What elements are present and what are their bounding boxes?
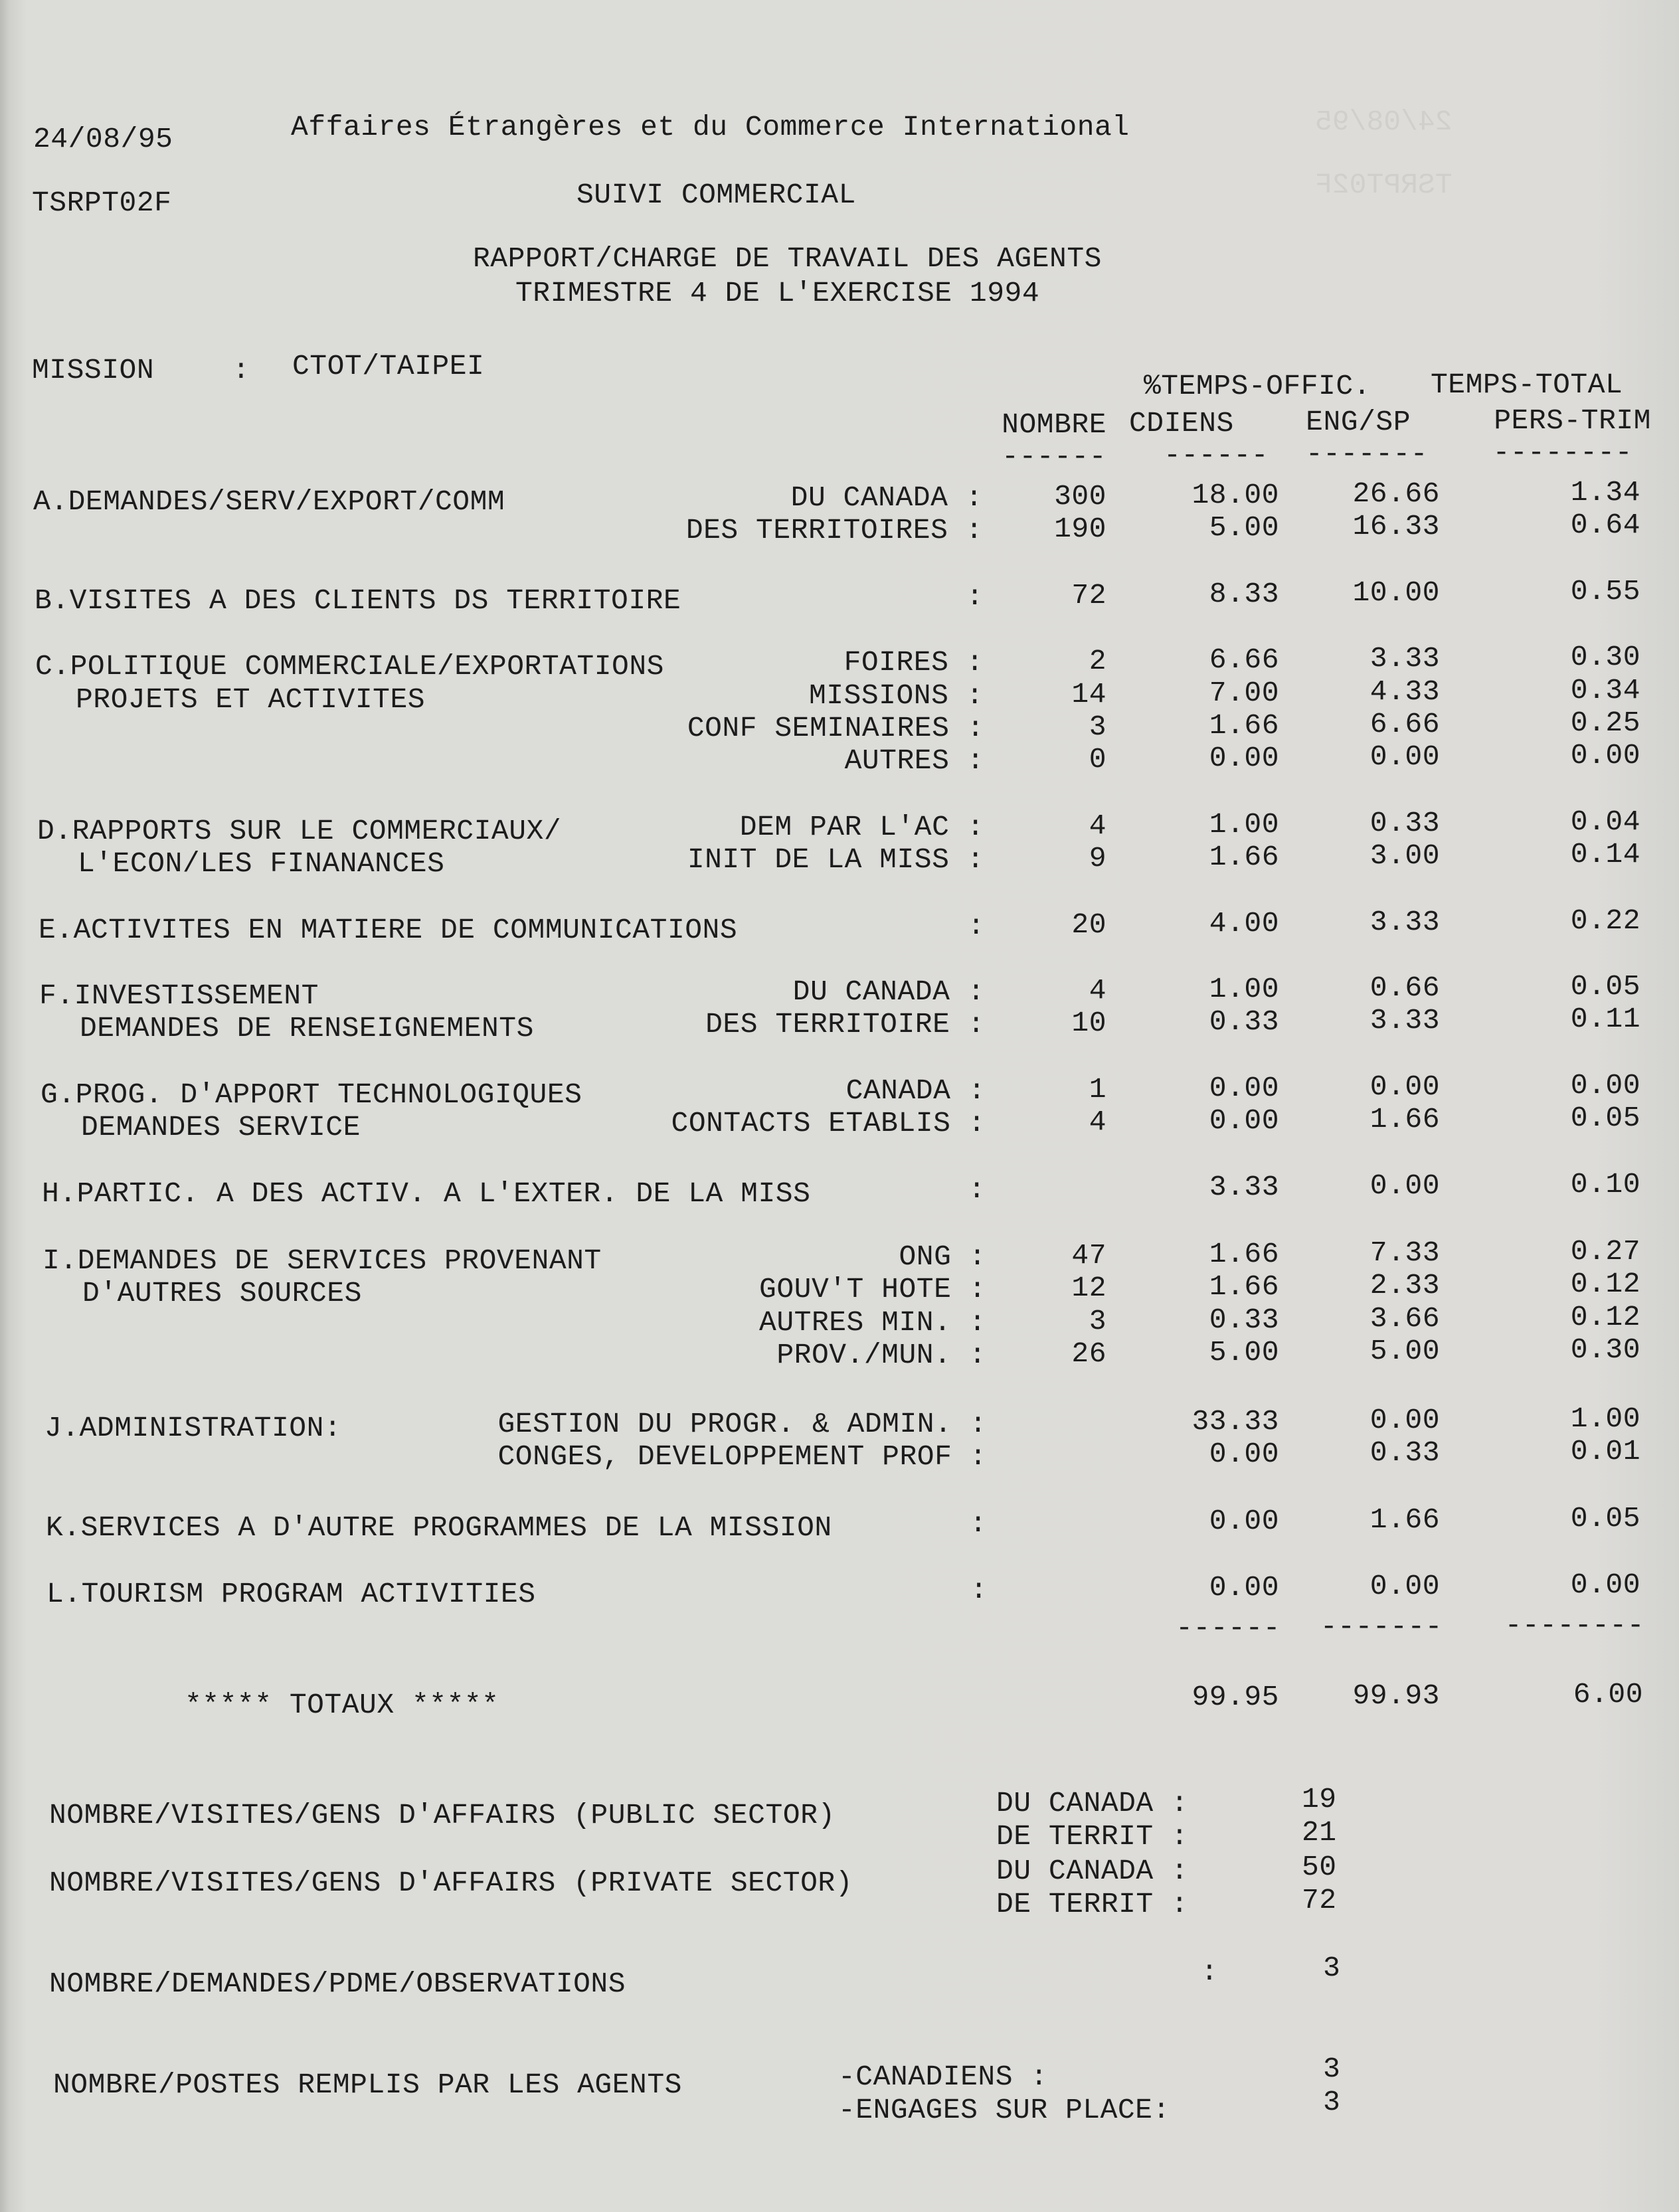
row-cdiens: 0.00 bbox=[1209, 1505, 1279, 1537]
row-cdiens: 6.66 bbox=[1209, 643, 1279, 676]
row-subcategory: : bbox=[966, 580, 984, 613]
row-cdiens: 0.00 bbox=[1209, 1104, 1279, 1137]
summary-subcategory: DE TERRIT : bbox=[996, 1820, 1189, 1853]
row-subcategory: : bbox=[969, 1507, 987, 1540]
row-nombre: 14 bbox=[1071, 678, 1106, 711]
totals-engsp: 99.93 bbox=[1352, 1679, 1440, 1712]
row-nombre: 0 bbox=[1089, 743, 1106, 776]
row-perstrim: 0.05 bbox=[1570, 1102, 1640, 1134]
row-category: J.ADMINISTRATION: bbox=[44, 1412, 342, 1444]
totals-cdiens: 99.95 bbox=[1192, 1681, 1279, 1713]
row-engsp: 0.66 bbox=[1370, 972, 1440, 1004]
row-nombre: 2 bbox=[1089, 645, 1106, 677]
row-cdiens: 7.00 bbox=[1209, 677, 1279, 709]
row-category: G.PROG. D'APPORT TECHNOLOGIQUES bbox=[41, 1078, 582, 1111]
department-name: Affaires Étrangères et du Commerce International bbox=[291, 111, 1130, 143]
row-cdiens: 3.33 bbox=[1209, 1171, 1279, 1203]
row-subcategory: : bbox=[968, 1173, 986, 1206]
summary-label: NOMBRE/DEMANDES/PDME/OBSERVATIONS bbox=[49, 1968, 626, 2000]
row-cdiens: 1.66 bbox=[1209, 841, 1279, 873]
row-perstrim: 0.00 bbox=[1570, 739, 1640, 772]
row-engsp: 0.00 bbox=[1370, 1070, 1440, 1103]
report-title-line2: TRIMESTRE 4 DE L'EXERCISE 1994 bbox=[515, 277, 1040, 309]
col-header-nombre: NOMBRE bbox=[1002, 408, 1106, 441]
row-engsp: 5.00 bbox=[1370, 1335, 1440, 1367]
row-engsp: 0.00 bbox=[1370, 740, 1440, 773]
row-category: D.RAPPORTS SUR LE COMMERCIAUX/ bbox=[37, 815, 562, 847]
row-subcategory: ONG : bbox=[899, 1240, 986, 1273]
row-engsp: 1.66 bbox=[1370, 1503, 1440, 1536]
row-engsp: 0.00 bbox=[1370, 1404, 1440, 1436]
row-category: A.DEMANDES/SERV/EXPORT/COMM bbox=[33, 485, 505, 518]
row-subcategory: INIT DE LA MISS : bbox=[687, 843, 984, 876]
row-perstrim: 0.12 bbox=[1570, 1268, 1640, 1300]
row-perstrim: 0.27 bbox=[1570, 1235, 1640, 1268]
row-cdiens: 0.00 bbox=[1209, 1571, 1279, 1604]
row-subcategory: CONGES, DEVELOPPEMENT PROF : bbox=[497, 1440, 987, 1473]
row-engsp: 4.33 bbox=[1370, 675, 1440, 708]
row-category: E.ACTIVITES EN MATIERE DE COMMUNICATIONS bbox=[39, 914, 738, 946]
summary-subcategory: DE TERRIT : bbox=[996, 1888, 1189, 1920]
row-engsp: 0.33 bbox=[1370, 1436, 1440, 1469]
row-category: L.TOURISM PROGRAM ACTIVITIES bbox=[46, 1578, 536, 1610]
row-category: DEMANDES DE RENSEIGNEMENTS bbox=[80, 1012, 534, 1045]
row-nombre: 12 bbox=[1071, 1272, 1106, 1304]
summary-label: NOMBRE/VISITES/GENS D'AFFAIRS (PRIVATE SECTOR) bbox=[49, 1867, 853, 1899]
row-subcategory: AUTRES : bbox=[844, 744, 984, 777]
row-category: K.SERVICES A D'AUTRE PROGRAMMES DE LA MISSION bbox=[46, 1511, 832, 1544]
row-category: F.INVESTISSEMENT bbox=[39, 979, 319, 1012]
row-subcategory: : bbox=[967, 910, 985, 942]
row-subcategory: DU CANADA : bbox=[790, 481, 983, 514]
row-nombre: 4 bbox=[1089, 974, 1106, 1007]
summary-value: 3 bbox=[1323, 2086, 1341, 2118]
row-perstrim: 1.34 bbox=[1570, 476, 1640, 509]
row-subcategory: AUTRES MIN. : bbox=[759, 1306, 986, 1339]
row-nombre: 72 bbox=[1071, 579, 1106, 612]
system-title: SUIVI COMMERCIAL bbox=[576, 179, 856, 211]
row-engsp: 6.66 bbox=[1370, 708, 1440, 740]
row-cdiens: 5.00 bbox=[1209, 1336, 1279, 1369]
summary-value: 3 bbox=[1323, 2053, 1341, 2085]
summary-subcategory: -ENGAGES SUR PLACE: bbox=[838, 2094, 1170, 2126]
bleed-through-header: 24/08/95 bbox=[1315, 106, 1453, 138]
col-header-perstrim: PERS-TRIM bbox=[1494, 404, 1651, 437]
row-subcategory: MISSIONS : bbox=[808, 679, 984, 712]
row-subcategory: CONTACTS ETABLIS : bbox=[671, 1107, 986, 1140]
row-category: PROJETS ET ACTIVITES bbox=[76, 683, 426, 716]
summary-label: NOMBRE/VISITES/GENS D'AFFAIRS (PUBLIC SECTOR) bbox=[49, 1799, 836, 1831]
summary-subcategory: DU CANADA : bbox=[996, 1787, 1189, 1820]
row-perstrim: 0.14 bbox=[1570, 838, 1640, 871]
row-nombre: 3 bbox=[1089, 711, 1106, 743]
row-cdiens: 1.66 bbox=[1209, 1238, 1279, 1270]
row-perstrim: 0.11 bbox=[1570, 1003, 1640, 1035]
row-nombre: 10 bbox=[1071, 1007, 1106, 1039]
row-perstrim: 0.55 bbox=[1570, 575, 1640, 608]
row-category: H.PARTIC. A DES ACTIV. A L'EXTER. DE LA MISS bbox=[42, 1177, 811, 1210]
row-nombre: 47 bbox=[1071, 1239, 1106, 1272]
report-date: 24/08/95 bbox=[33, 123, 173, 155]
totals-label: ***** TOTAUX ***** bbox=[185, 1689, 499, 1721]
row-engsp: 2.33 bbox=[1370, 1269, 1440, 1302]
row-engsp: 16.33 bbox=[1352, 510, 1440, 543]
row-category: C.POLITIQUE COMMERCIALE/EXPORTATIONS bbox=[35, 650, 664, 683]
row-nombre: 9 bbox=[1089, 842, 1106, 875]
row-perstrim: 0.22 bbox=[1570, 904, 1640, 937]
row-engsp: 10.00 bbox=[1352, 576, 1440, 609]
row-engsp: 3.00 bbox=[1370, 839, 1440, 872]
row-engsp: 3.33 bbox=[1370, 906, 1440, 938]
row-perstrim: 0.00 bbox=[1570, 1069, 1640, 1102]
row-category: D'AUTRES SOURCES bbox=[82, 1277, 362, 1310]
summary-value: 72 bbox=[1302, 1884, 1337, 1916]
report-code: TSRPT02F bbox=[32, 187, 172, 219]
row-subcategory: PROV./MUN. : bbox=[776, 1339, 986, 1371]
mission-separator: : bbox=[232, 354, 250, 386]
row-nombre: 1 bbox=[1089, 1073, 1106, 1106]
row-category: L'ECON/LES FINANANCES bbox=[78, 847, 445, 880]
row-perstrim: 0.01 bbox=[1570, 1435, 1640, 1468]
row-category: I.DEMANDES DE SERVICES PROVENANT bbox=[43, 1244, 602, 1277]
row-cdiens: 0.00 bbox=[1209, 742, 1279, 774]
row-subcategory: CONF SEMINAIRES : bbox=[687, 712, 984, 744]
row-engsp: 26.66 bbox=[1352, 477, 1440, 510]
row-engsp: 0.33 bbox=[1370, 807, 1440, 839]
summary-value: 3 bbox=[1323, 1952, 1341, 1984]
row-cdiens: 1.00 bbox=[1209, 973, 1279, 1005]
summary-label: NOMBRE/POSTES REMPLIS PAR LES AGENTS bbox=[53, 2069, 682, 2101]
row-nombre: 4 bbox=[1089, 809, 1106, 842]
row-cdiens: 8.33 bbox=[1209, 578, 1279, 610]
row-subcategory: CANADA : bbox=[845, 1074, 986, 1107]
col-group-pct-temps: %TEMPS-OFFIC. bbox=[1144, 370, 1371, 402]
row-engsp: 3.33 bbox=[1370, 1004, 1440, 1037]
row-perstrim: 0.04 bbox=[1570, 806, 1640, 838]
row-category: B.VISITES A DES CLIENTS DS TERRITOIRE bbox=[35, 584, 681, 617]
row-engsp: 7.33 bbox=[1370, 1236, 1440, 1269]
row-nombre: 4 bbox=[1089, 1106, 1106, 1138]
row-cdiens: 18.00 bbox=[1192, 479, 1279, 511]
summary-value: 21 bbox=[1302, 1816, 1337, 1849]
row-subcategory: : bbox=[970, 1574, 988, 1606]
totals-underline-engsp: ------- bbox=[1320, 1610, 1443, 1643]
summary-value: 50 bbox=[1302, 1851, 1337, 1883]
row-cdiens: 1.66 bbox=[1209, 709, 1279, 742]
row-engsp: 3.66 bbox=[1370, 1302, 1440, 1335]
col-group-temps-total: TEMPS-TOTAL bbox=[1431, 369, 1623, 401]
report-title-line1: RAPPORT/CHARGE DE TRAVAIL DES AGENTS bbox=[473, 242, 1102, 275]
row-subcategory: DES TERRITOIRES : bbox=[685, 514, 983, 547]
row-subcategory: DES TERRITOIRE : bbox=[705, 1008, 985, 1041]
row-perstrim: 0.25 bbox=[1570, 707, 1640, 739]
row-nombre: 3 bbox=[1089, 1305, 1106, 1337]
row-category: DEMANDES SERVICE bbox=[81, 1111, 361, 1144]
row-engsp: 3.33 bbox=[1370, 642, 1440, 675]
row-perstrim: 0.30 bbox=[1570, 1333, 1640, 1366]
row-cdiens: 33.33 bbox=[1192, 1405, 1279, 1438]
row-cdiens: 5.00 bbox=[1209, 511, 1279, 544]
row-perstrim: 0.12 bbox=[1570, 1301, 1640, 1333]
summary-subcategory: -CANADIENS : bbox=[838, 2061, 1048, 2093]
row-subcategory: GESTION DU PROGR. & ADMIN. : bbox=[497, 1408, 987, 1440]
row-perstrim: 0.10 bbox=[1570, 1168, 1640, 1201]
row-nombre: 300 bbox=[1054, 480, 1106, 513]
row-nombre: 20 bbox=[1071, 908, 1106, 941]
row-engsp: 1.66 bbox=[1370, 1103, 1440, 1136]
col-underline-engsp: ------- bbox=[1305, 438, 1428, 470]
row-perstrim: 0.30 bbox=[1570, 641, 1640, 673]
row-engsp: 0.00 bbox=[1370, 1169, 1440, 1202]
col-underline-cdiens: ------ bbox=[1164, 439, 1269, 471]
row-cdiens: 1.66 bbox=[1209, 1270, 1279, 1303]
summary-subcategory: : bbox=[1201, 1956, 1219, 1988]
row-cdiens: 1.00 bbox=[1209, 808, 1279, 841]
row-perstrim: 0.05 bbox=[1570, 970, 1640, 1003]
mission-value: CTOT/TAIPEI bbox=[292, 350, 485, 383]
row-perstrim: 1.00 bbox=[1570, 1403, 1640, 1435]
row-cdiens: 4.00 bbox=[1209, 907, 1279, 940]
col-header-cdiens: CDIENS bbox=[1129, 407, 1234, 440]
row-perstrim: 0.00 bbox=[1570, 1569, 1640, 1601]
row-perstrim: 0.34 bbox=[1570, 674, 1640, 707]
totals-underline-perstrim: -------- bbox=[1504, 1609, 1644, 1642]
col-underline-nombre: ------ bbox=[1002, 440, 1106, 473]
col-underline-perstrim: -------- bbox=[1492, 436, 1633, 469]
row-cdiens: 0.33 bbox=[1209, 1304, 1279, 1336]
row-cdiens: 0.00 bbox=[1209, 1072, 1279, 1104]
totals-underline-cdiens: ------ bbox=[1176, 1612, 1281, 1644]
row-nombre: 190 bbox=[1054, 513, 1106, 545]
row-perstrim: 0.05 bbox=[1570, 1502, 1640, 1535]
row-subcategory: DU CANADA : bbox=[792, 976, 985, 1008]
row-subcategory: DEM PAR L'AC : bbox=[739, 811, 984, 843]
row-cdiens: 0.33 bbox=[1209, 1005, 1279, 1038]
row-nombre: 26 bbox=[1071, 1337, 1106, 1370]
row-cdiens: 0.00 bbox=[1209, 1438, 1279, 1470]
summary-value: 19 bbox=[1302, 1783, 1337, 1816]
col-header-engsp: ENG/SP bbox=[1306, 406, 1411, 438]
totals-perstrim: 6.00 bbox=[1573, 1678, 1643, 1711]
mission-label: MISSION bbox=[32, 354, 155, 386]
row-engsp: 0.00 bbox=[1370, 1570, 1440, 1602]
row-perstrim: 0.64 bbox=[1570, 509, 1640, 541]
bleed-through-code: TSRPT02F bbox=[1315, 169, 1453, 201]
row-subcategory: FOIRES : bbox=[843, 646, 984, 679]
row-subcategory: GOUV'T HOTE : bbox=[759, 1273, 986, 1306]
summary-subcategory: DU CANADA : bbox=[996, 1855, 1189, 1887]
